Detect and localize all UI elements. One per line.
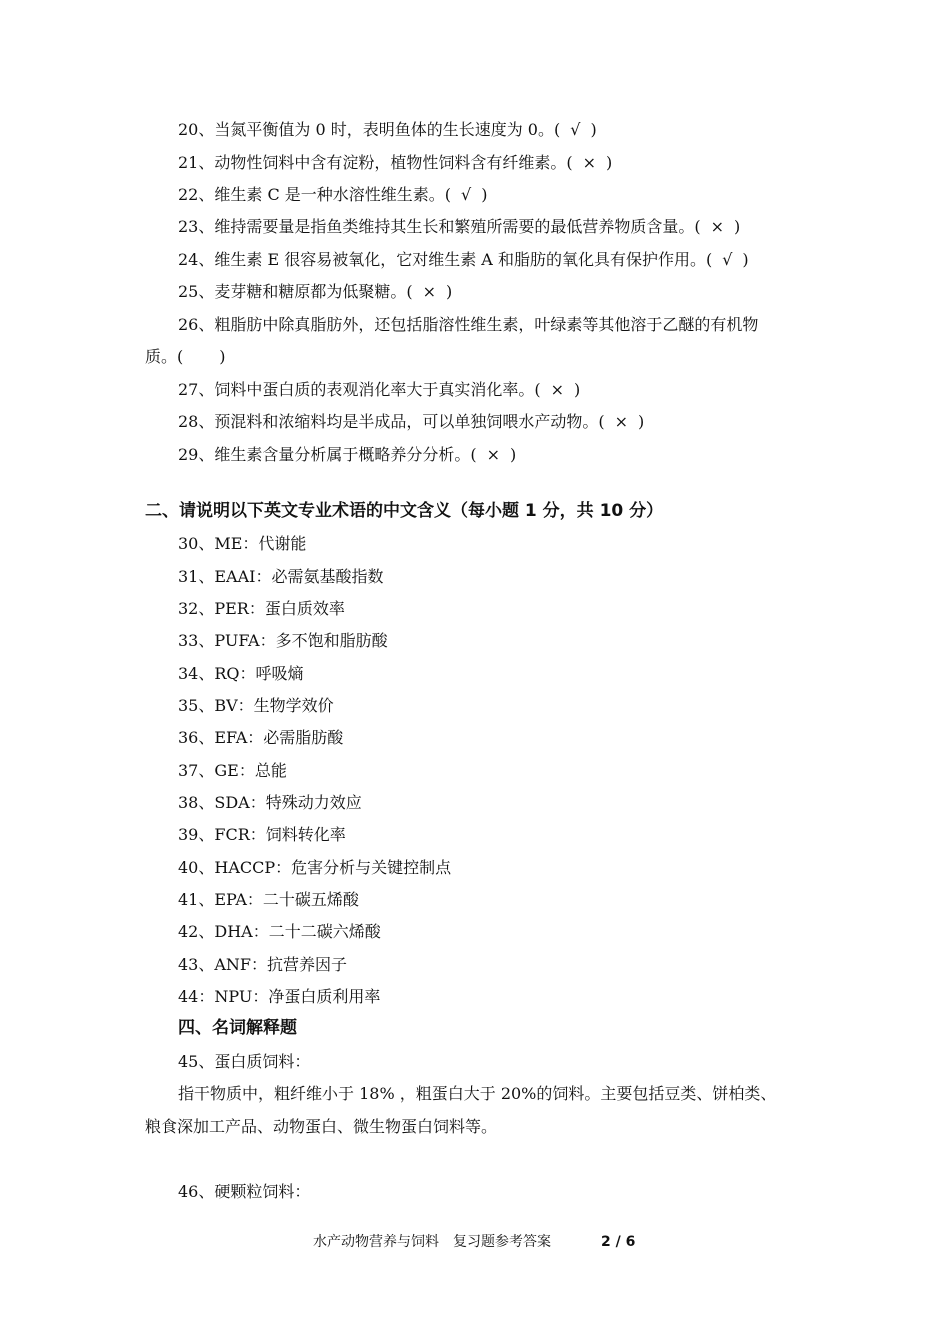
term-item: 43、ANF：抗营养因子 [178,955,348,974]
definition-answer-45-line2: 粮食深加工产品、动物蛋白、微生物蛋白饲料等。 [145,1117,498,1136]
paren-close: ) [734,217,741,236]
question-text: 27、饲料中蛋白质的表观消化率大于真实消化率。( [178,380,541,399]
paren-close: ) [510,445,517,464]
answer-mark: × [582,153,597,172]
paren-close: ) [638,412,645,431]
paren-close: ) [742,250,749,269]
term-item: 39、FCR：饲料转化率 [178,825,346,844]
answer-mark: × [614,412,629,431]
question-24 [178,249,749,271]
question-text: 25、麦芽糖和糖原都为低聚糖。( [178,282,413,301]
question-text: 21、动物性饲料中含有淀粉，植物性饲料含有纤维素。( [178,153,573,172]
term-item: 41、EPA：二十碳五烯酸 [178,890,359,909]
definition-title-45: 45、蛋白质饲料： [178,1052,311,1071]
paren-close: ) [574,380,581,399]
term-item: 35、BV：生物学效价 [178,696,334,715]
section-heading-definitions: 四、名词解释题 [178,1018,297,1038]
answer-mark: √ [722,250,733,269]
answer-mark: √ [570,120,581,139]
term-item: 31、EAAI：必需氨基酸指数 [178,567,384,586]
question-text: 20、当氮平衡值为 0 时，表明鱼体的生长速度为 0。( [178,120,561,139]
question-22 [178,184,487,206]
question-29 [178,444,516,466]
question-text: 23、维持需要量是指鱼类维持其生长和繁殖所需要的最低营养物质含量。( [178,217,701,236]
question-text: 29、维生素含量分析属于概略养分分析。( [178,445,477,464]
answer-mark: × [550,380,565,399]
term-item: 37、GE：总能 [178,761,287,780]
answer-mark: × [486,445,501,464]
paren-close: ) [446,282,453,301]
question-28 [178,411,644,433]
question-26-line1: 26、粗脂肪中除真脂肪外，还包括脂溶性维生素，叶绿素等其他溶于乙醚的有机物 [178,315,759,334]
question-text: 28、预混料和浓缩料均是半成品，可以单独饲喂水产动物。( [178,412,605,431]
question-26-line2 [145,346,226,368]
footer-page-number: 2 / 6 [601,1234,636,1250]
section-heading-terms: 二、请说明以下英文专业术语的中文含义（每小题 1 分，共 10 分） [145,501,664,521]
term-item: 36、EFA：必需脂肪酸 [178,728,344,747]
paren-close: ) [590,120,597,139]
term-item: 40、HACCP：危害分析与关键控制点 [178,858,452,877]
definition-title-46: 46、硬颗粒饲料： [178,1182,311,1201]
question-21 [178,152,612,174]
question-text: 22、维生素 C 是一种水溶性维生素。( [178,185,452,204]
term-item: 44：NPU：净蛋白质利用率 [178,987,381,1006]
question-text: 24、维生素 E 很容易被氧化，它对维生素 A 和脂肪的氧化具有保护作用。( [178,250,713,269]
question-20 [178,119,597,141]
question-23 [178,216,740,238]
paren-close: ) [606,153,613,172]
question-text: 质。( [145,347,184,366]
answer-mark: × [710,217,725,236]
term-item: 30、ME：代谢能 [178,534,307,553]
term-item: 34、RQ：呼吸熵 [178,664,304,683]
paren-close: ) [219,347,226,366]
term-item: 38、SDA：特殊动力效应 [178,793,362,812]
term-item: 32、PER：蛋白质效率 [178,599,345,618]
question-27 [178,379,580,401]
answer-mark: × [422,282,437,301]
question-25 [178,281,452,303]
paren-close: ) [481,185,488,204]
footer-document-title: 水产动物营养与饲料 复习题参考答案 [313,1234,551,1250]
term-item: 42、DHA：二十二碳六烯酸 [178,922,381,941]
answer-mark: √ [461,185,472,204]
term-item: 33、PUFA：多不饱和脂肪酸 [178,631,388,650]
definition-answer-45-line1: 指干物质中，粗纤维小于 18% ，粗蛋白大于 20%的饲料。主要包括豆类、饼柏类、 [178,1084,777,1103]
